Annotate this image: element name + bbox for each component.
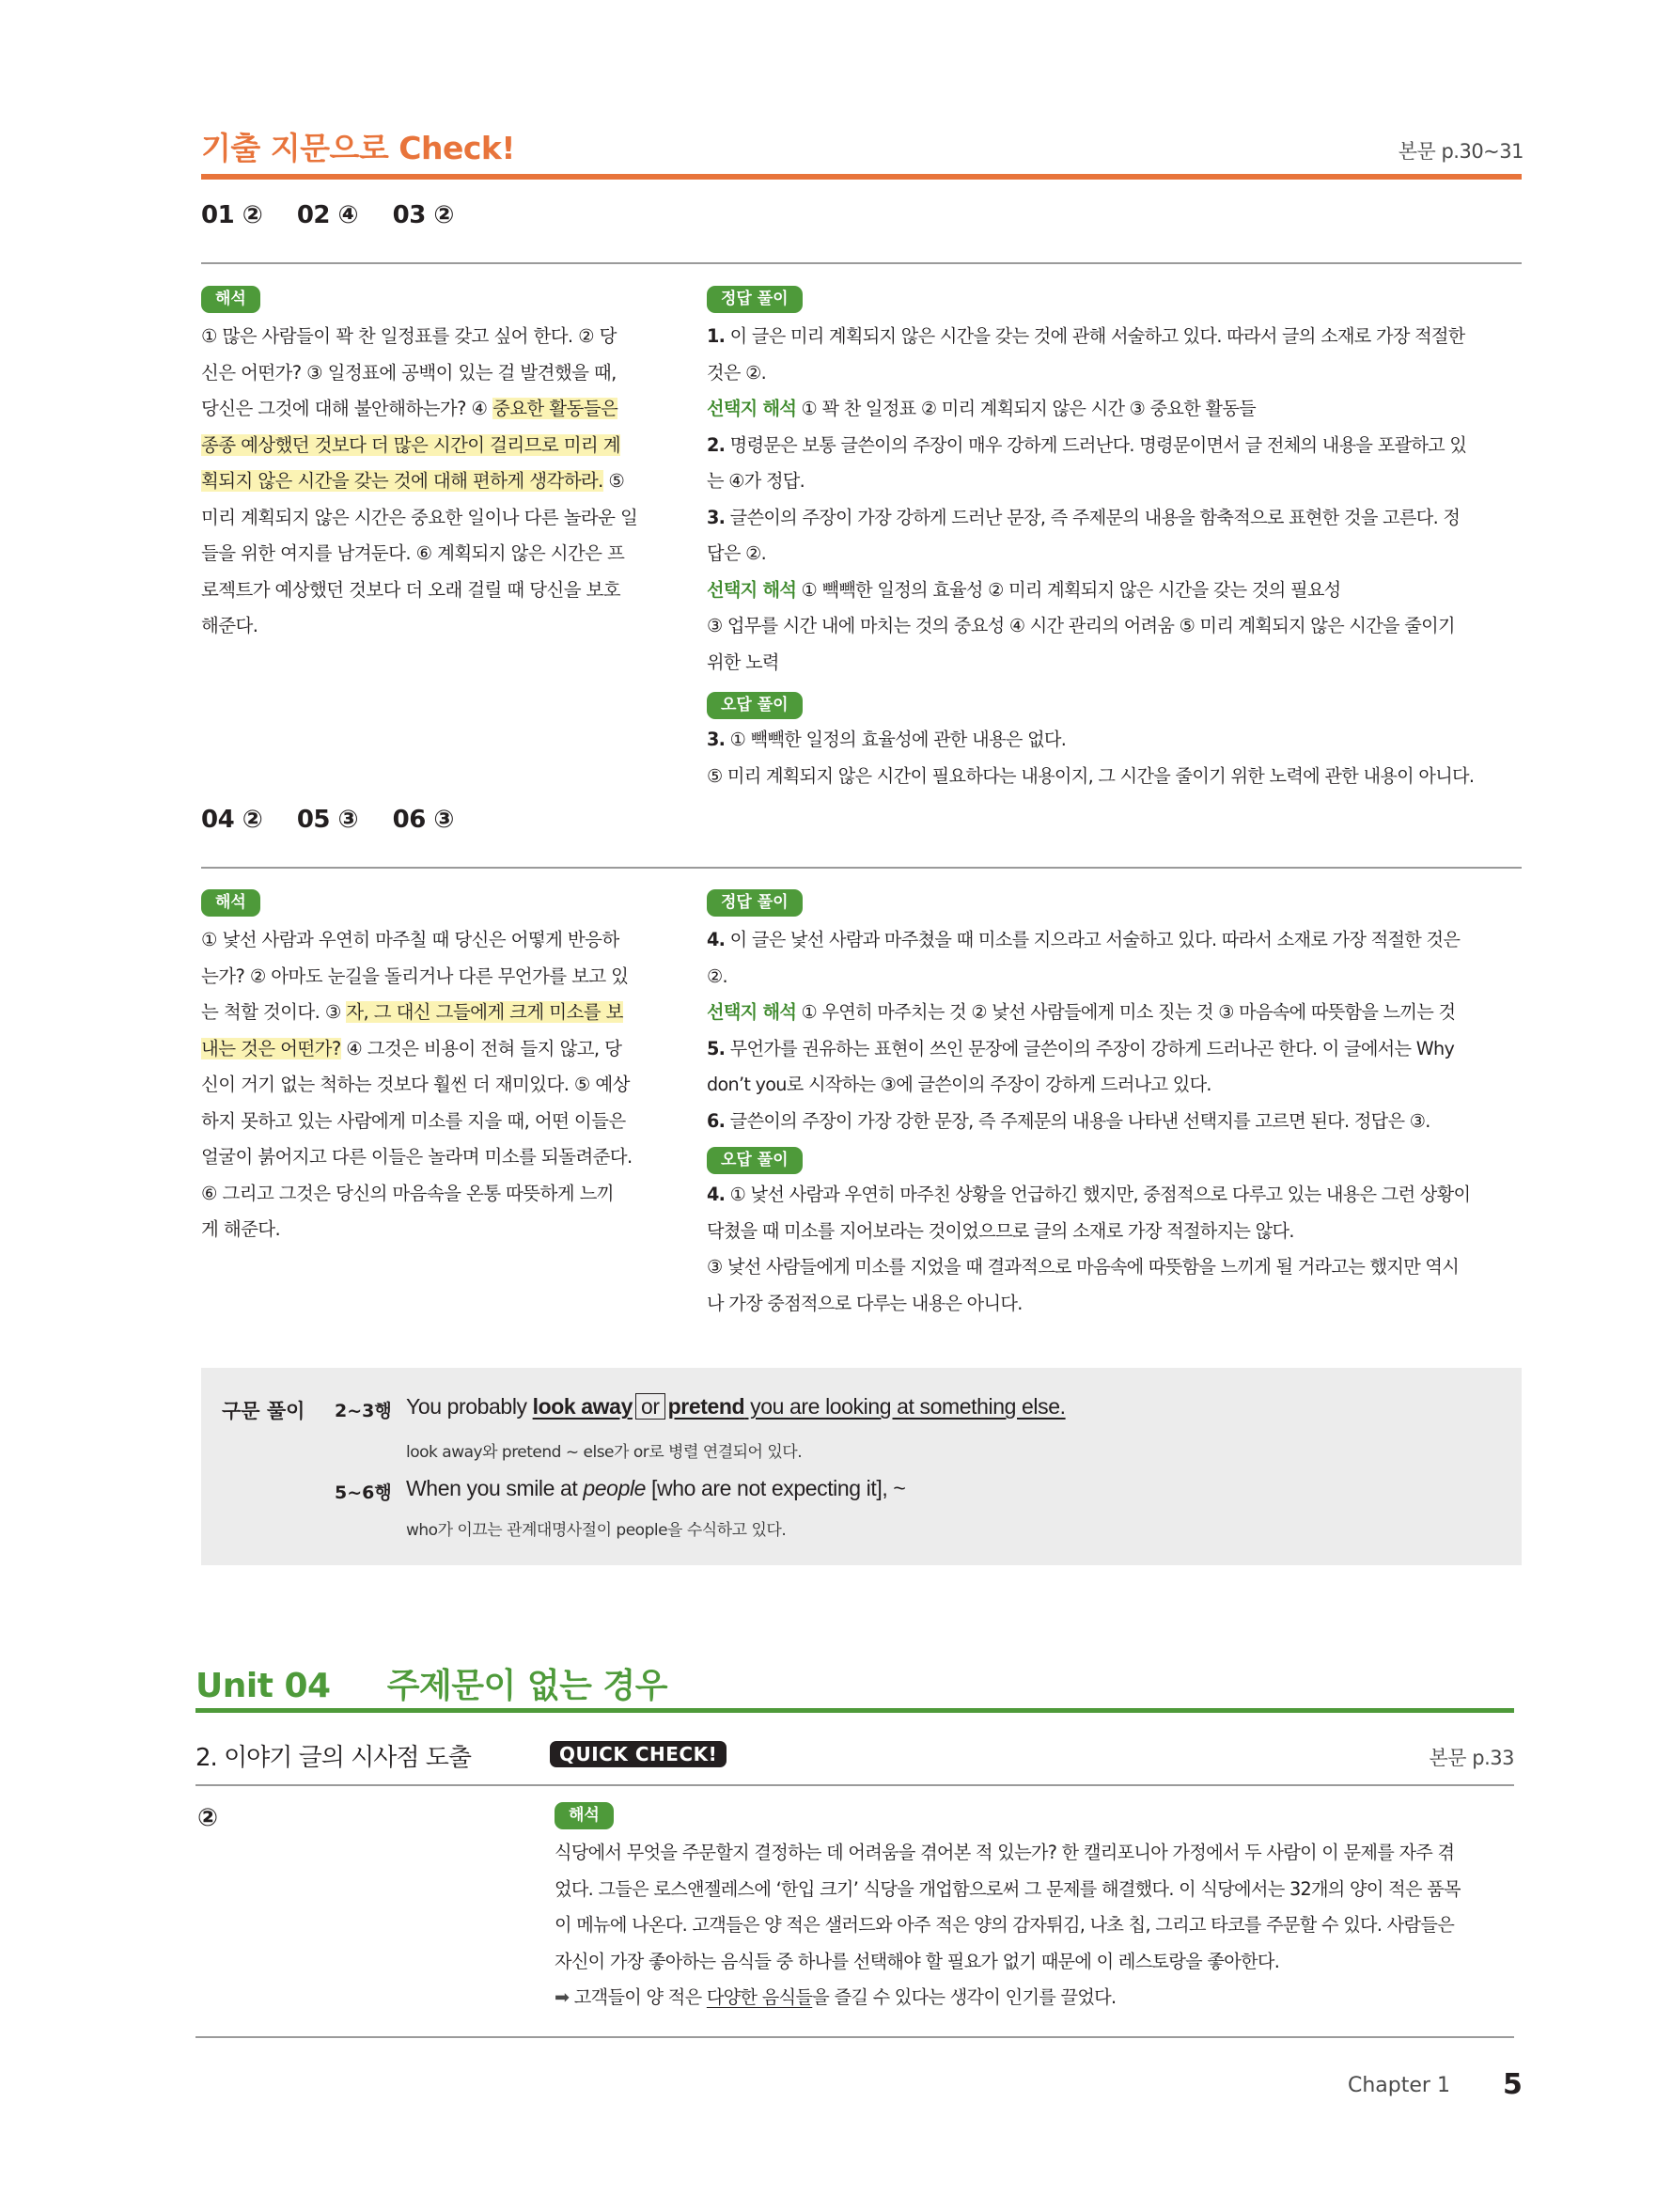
- grammar-label: 구문 풀이: [222, 1400, 305, 1422]
- footer-chapter: Chapter 1: [1348, 2074, 1450, 2097]
- odap-text: 4. ① 낯선 사람과 우연히 마주친 상황을 언급하긴 했지만, 중점적으로 다루고 있는 내용은 그런 상황이 닥쳤을 때 미소를 지어보라는 것이었으므로 글의 소재로 가장 적절하지는 않다. ③ 낯선 사람들에게 미소를 지었을 때 결과적으로 마음속에 따뜻함을 느끼게 될 거라고는 했지만 역시 나 가장 중점적으로 다루는 내용은 아니다.: [707, 1184, 1471, 1314]
- grammar-note-1: look away와 pretend ~ else가 or로 병렬 연결되어 있다.: [406, 1443, 803, 1462]
- line-ref: 2~3행: [335, 1401, 392, 1421]
- highlighted-topic: 자, 그 대신 그들에게 크게 미소를 보: [346, 1001, 623, 1023]
- answer-item: 01 ②: [201, 201, 263, 229]
- odap-badge: 오답 풀이: [707, 1147, 803, 1174]
- answer-item: 06 ③: [392, 806, 454, 834]
- answer-item: 03 ②: [392, 201, 454, 229]
- haeseok-text: ① 많은 사람들이 꽉 찬 일정표를 갖고 싶어 한다. ② 당 신은 어떤가? ③ 일정표에 공백이 있는 걸 발견했을 때, 당신은 그것에 대해 불안해하는가? ④ 중요한 활동들은 종종 예상했던 것보다 더 많은 시간이 걸리므로 미리 계 획되지 않은 시간을 갖는 것에 대해 편하게 생각하라. ⑤ 미리 계획되지 않은 시간은 중요한 일이나 다른 놀라운 일 들을 위한 여지를 남겨둔다. ⑥ 계획되지 않은 시간은 프 로젝트가 예상했던 것보다 더 오래 걸릴 때 당신을 보호 해준다.: [201, 325, 638, 636]
- line-ref: 5~6행: [335, 1483, 392, 1503]
- highlighted-topic: 종종 예상했던 것보다 더 많은 시간이 걸리므로 미리 계: [201, 433, 621, 456]
- answer-item: 02 ④: [296, 201, 359, 229]
- grammar-sentence-2: When you smile at people [who are not expecting it], ~: [406, 1476, 906, 1500]
- haeseok-badge: 해석: [201, 889, 260, 917]
- odap-badge: 오답 풀이: [707, 692, 803, 719]
- unit-answer: ②: [197, 1804, 219, 1832]
- unit-subtitle: 2. 이야기 글의 시사점 도출: [195, 1744, 472, 1772]
- answer-row-1: [201, 201, 480, 229]
- jeongdap-text: 4. 이 글은 낯선 사람과 마주쳤을 때 미소를 지으라고 서술하고 있다. 따라서 소재로 가장 적절한 것은 ②. 선택지 해석 ① 우연히 마주치는 것 ② 낯선 사람들에게 미소 짓는 것 ③ 마음속에 따뜻함을 느끼는 것 5. 무언가를 권유하는 표현이 쓰인 문장에 글쓴이의 주장이 강하게 드러나곤 한다. 이 글에서는 Why don’t you로 시작하는 ③에 글쓴이의 주장이 강하게 드러나고 있다. 6. 글쓴이의 주장이 가장 강한 문장, 즉 주제문의 내용을 나타낸 선택지를 고르면 된다. 정답은 ③.: [707, 929, 1461, 1132]
- grammar-box: [201, 1368, 1522, 1565]
- highlighted-topic: 획되지 않은 시간을 갖는 것에 대해 편하게 생각하라.: [201, 470, 603, 492]
- answer-item: 04 ②: [201, 806, 263, 834]
- answer-row-2: [201, 806, 480, 834]
- arrow-icon: ➡: [555, 1986, 570, 2008]
- odap-text: 3. ① 빽빽한 일정의 효율성에 관한 내용은 없다. ⑤ 미리 계획되지 않은 시간이 필요하다는 내용이지, 그 시간을 줄이기 위한 노력에 관한 내용이 아니다.: [707, 729, 1475, 787]
- page-number: 5: [1503, 2068, 1523, 2101]
- unit-haeseok-text: 식당에서 무엇을 주문할지 결정하는 데 어려움을 겪어본 적 있는가? 한 캘리포니아 가정에서 두 사람이 이 문제를 자주 겪 었다. 그들은 로스앤젤레스에 ‘한입 크기’ 식당을 개업함으로써 그 문제를 해결했다. 이 식당에서는 32개의 양이 적은 품목 이 메뉴에 나온다. 고객들은 양 적은 샐러드와 아주 적은 양의 감자튀김, 나초 칩, 그리고 타코를 주문할 수 있다. 사람들은 자신이 가장 좋아하는 음식들 중 하나를 선택해야 할 필요가 없기 때문에 이 레스토랑을 좋아한다. ➡ 고객들이 양 적은 다양한 음식들을 즐길 수 있다는 생각이 인기를 끌었다.: [555, 1842, 1461, 2008]
- header-rule: [201, 174, 1522, 180]
- section-title: 기출 지문으로 Check!: [201, 130, 515, 166]
- unit-title: Unit 04 주제문이 없는 경우: [195, 1667, 667, 1705]
- highlighted-topic: 내는 것은 어떤가?: [201, 1037, 341, 1059]
- grammar-note-2: who가 이끄는 관계대명사절이 people을 수식하고 있다.: [406, 1521, 787, 1540]
- page-reference: 본문 p.30~31: [1398, 140, 1524, 163]
- jeongdap-badge: 정답 풀이: [707, 889, 803, 917]
- page-reference: 본문 p.33: [1429, 1747, 1514, 1769]
- haeseok-badge: 해석: [201, 286, 260, 313]
- highlighted-topic: 중요한 활동들은: [492, 398, 618, 419]
- unit-rule: [195, 1708, 1514, 1713]
- divider: [201, 262, 1522, 264]
- divider: [195, 2036, 1514, 2038]
- divider: [201, 867, 1522, 869]
- divider: [195, 1784, 1514, 1786]
- jeongdap-badge: 정답 풀이: [707, 286, 803, 313]
- quick-check-badge: QUICK CHECK!: [550, 1741, 727, 1767]
- jeongdap-text: 1. 이 글은 미리 계획되지 않은 시간을 갖는 것에 관해 서술하고 있다. 따라서 글의 소재로 가장 적절한 것은 ②. 선택지 해석 ① 꽉 찬 일정표 ② 미리 계획되지 않은 시간 ③ 중요한 활동들 2. 명령문은 보통 글쓴이의 주장이 매우 강하게 드러난다. 명령문이면서 글 전체의 내용을 포괄하고 있 는 ④가 정답. 3. 글쓴이의 주장이 가장 강하게 드러난 문장, 즉 주제문의 내용을 함축적으로 표현한 것을 고른다. 정 답은 ②. 선택지 해석 ① 빽빽한 일정의 효율성 ② 미리 계획되지 않은 시간을 갖는 것의 필요성 ③ 업무를 시간 내에 마치는 것의 중요성 ④ 시간 관리의 어려움 ⑤ 미리 계획되지 않은 시간을 줄이기 위한 노력: [707, 325, 1467, 673]
- haeseok-badge: 해석: [555, 1802, 614, 1829]
- answer-item: 05 ③: [296, 806, 359, 834]
- grammar-sentence-1: You probably look away or pretend you are looking at something else.: [406, 1394, 1066, 1419]
- haeseok-text: ① 낯선 사람과 우연히 마주칠 때 당신은 어떻게 반응하 는가? ② 아마도 눈길을 돌리거나 다른 무언가를 보고 있 는 척할 것이다. ③ 자, 그 대신 그들에게 크게 미소를 보 내는 것은 어떤가? ④ 그것은 비용이 전혀 들지 않고, 당 신이 거기 없는 척하는 것보다 훨씬 더 재미있다. ⑤ 예상 하지 못하고 있는 사람에게 미소를 지을 때, 어떤 이들은 얼굴이 붉어지고 다른 이들은 놀라며 미소를 되돌려준다. ⑥ 그리고 그것은 당신의 마음속을 온통 따뜻하게 느끼 게 해준다.: [201, 929, 633, 1240]
